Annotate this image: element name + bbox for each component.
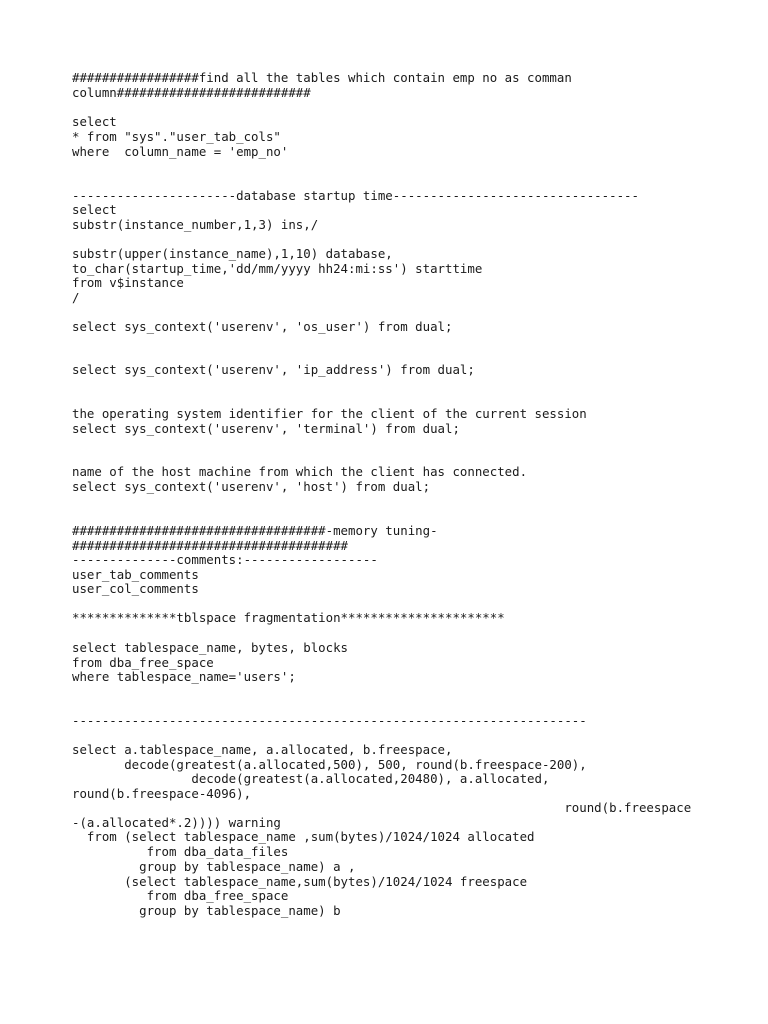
text-line: substr(upper(instance_name),1,10) database,: [72, 246, 393, 261]
text-line: name of the host machine from which the client has connected.: [72, 464, 528, 479]
text-line: from dba_data_files: [72, 844, 289, 859]
text-line: select sys_context('userenv', 'os_user') from dual;: [72, 319, 453, 334]
text-line: select tablespace_name, bytes, blocks: [72, 640, 349, 655]
text-line: select sys_context('userenv', 'ip_address') from dual;: [72, 362, 475, 377]
heading-find-tables-line-2: column##########################: [72, 85, 311, 100]
section-heading-startup-time: ----------------------database startup time---------------------------------: [72, 188, 639, 203]
text-line: select a.tablespace_name, a.allocated, b.freespace,: [72, 742, 453, 757]
text-line: from dba_free_space: [72, 888, 289, 903]
text-line: to_char(startup_time,'dd/mm/yyyy hh24:mi:ss') starttime: [72, 261, 483, 276]
text-line: group by tablespace_name) b: [72, 903, 341, 918]
text-line: user_col_comments: [72, 581, 199, 596]
text-line: user_tab_comments: [72, 567, 199, 582]
section-heading-memory-tuning: ##################################-memory tuning-: [72, 523, 438, 538]
text-line: select: [72, 114, 117, 129]
heading-find-tables-line-1: #################find all the tables which contain emp no as comman: [72, 70, 572, 85]
text-line: decode(greatest(a.allocated,20480), a.allocated,: [72, 771, 550, 786]
text-line: * from "sys"."user_tab_cols": [72, 129, 281, 144]
text-line: where tablespace_name='users';: [72, 669, 296, 684]
text-line: decode(greatest(a.allocated,500), 500, round(b.freespace-200),: [72, 757, 587, 772]
section-heading-tblspace-fragmentation: **************tblspace fragmentation**********************: [72, 610, 505, 625]
text-line: (select tablespace_name,sum(bytes)/1024/1024 freespace: [72, 874, 528, 889]
text-line: round(b.freespace: [72, 800, 692, 815]
section-heading-comments: --------------comments:------------------: [72, 552, 378, 567]
text-line: select: [72, 202, 117, 217]
text-line: from v$instance: [72, 275, 184, 290]
separator-line: ---------------------------------------------------------------------: [72, 713, 587, 728]
text-line: the operating system identifier for the client of the current session: [72, 406, 587, 421]
text-line: group by tablespace_name) a ,: [72, 859, 356, 874]
text-line: from (select tablespace_name ,sum(bytes)/1024/1024 allocated: [72, 829, 535, 844]
text-line: /: [72, 290, 80, 305]
text-line: select sys_context('userenv', 'terminal') from dual;: [72, 421, 460, 436]
text-line: select sys_context('userenv', 'host') from dual;: [72, 479, 431, 494]
text-line: from dba_free_space: [72, 655, 214, 670]
text-line: substr(instance_number,1,3) ins,/: [72, 217, 319, 232]
text-line: where column_name = 'emp_no': [72, 144, 289, 159]
text-line: #####################################: [72, 538, 349, 553]
text-line: -(a.allocated*.2)))) warning: [72, 815, 281, 830]
text-line: round(b.freespace-4096),: [72, 786, 252, 801]
